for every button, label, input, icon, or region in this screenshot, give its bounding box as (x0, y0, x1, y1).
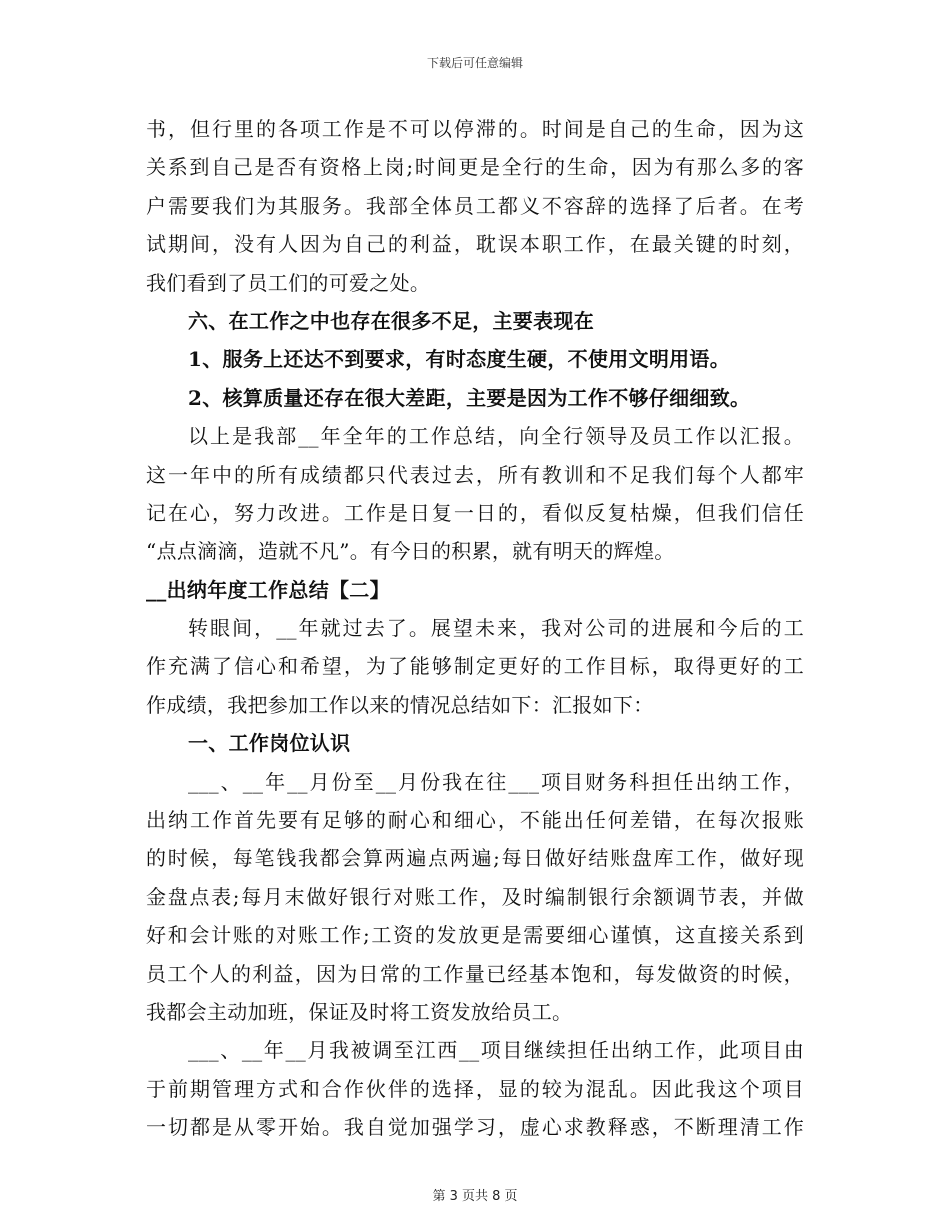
text-line: 2、核算质量还存在很大差距，主要是因为工作不够仔细细致。 (188, 385, 751, 410)
text-line: 试期间，没有人因为自己的利益，耽误本职工作，在最关键的时刻， (146, 232, 804, 257)
section-title: __出纳年度工作总结【二】 (146, 577, 390, 602)
text-line: ___、__年__月份至__月份我在往___项目财务科担任出纳工作， (188, 769, 804, 794)
text-line: 于前期管理方式和合作伙伴的选择，显的较为混乱。因此我这个项目 (146, 1076, 804, 1101)
text-line: 六、在工作之中也存在很多不足，主要表现在 (188, 308, 594, 333)
document-body (146, 110, 804, 1147)
text-line: 一、工作岗位认识 (188, 731, 351, 756)
page-header: 下载后可任意编辑 (426, 56, 523, 70)
text-line: “点点滴滴，造就不凡”。有今日的积累，就有明天的辉煌。 (146, 539, 675, 564)
text-line: 的时候，每笔钱我都会算两遍点两遍;每日做好结账盘库工作，做好现 (146, 846, 804, 871)
text-line: 我们看到了员工们的可爱之处。 (146, 270, 431, 295)
text-line: 出纳工作首先要有足够的耐心和细心，不能出任何差错，在每次报账 (146, 808, 804, 833)
text-line: 书，但行里的各项工作是不可以停滞的。时间是自己的生命，因为这 (146, 117, 804, 141)
text-line: 金盘点表;每月末做好银行对账工作，及时编制银行余额调节表，并做 (146, 884, 804, 909)
text-line: 一切都是从零开始。我自觉加强学习，虚心求教释惑，不断理清工作 (146, 1115, 804, 1140)
text-line: 好和会计账的对账工作;工资的发放更是需要细心谨慎，这直接关系到 (146, 923, 804, 948)
text-line: 作成绩，我把参加工作以来的情况总结如下：汇报如下： (146, 692, 654, 717)
text-line: 转眼间，__年就过去了。展望未来，我对公司的进展和今后的工 (188, 616, 804, 641)
text-line: 1、服务上还达不到要求，有时态度生硬，不使用文明用语。 (188, 347, 731, 372)
text-line: 户需要我们为其服务。我部全体员工都义不容辞的选择了后者。在考 (146, 193, 804, 218)
text-line: 我都会主动加班，保证及时将工资发放给员工。 (146, 999, 573, 1024)
text-line: 员工个人的利益，因为日常的工作量已经基本饱和，每发做资的时候， (146, 961, 804, 986)
text-line: 作充满了信心和希望，为了能够制定更好的工作目标，取得更好的工 (146, 654, 804, 679)
page-footer: 第 3 页共 8 页 (432, 1189, 518, 1204)
text-line: ___、__年__月我被调至江西__项目继续担任出纳工作，此项目由 (188, 1038, 804, 1063)
text-line: 以上是我部__年全年的工作总结，向全行领导及员工作以汇报。 (188, 424, 804, 449)
text-line: 记在心，努力改进。工作是日复一日的，看似反复枯燥，但我们信任 (146, 500, 804, 525)
text-line: 这一年中的所有成绩都只代表过去，所有教训和不足我们每个人都牢 (146, 462, 804, 487)
text-line: 关系到自己是否有资格上岗;时间更是全行的生命，因为有那么多的客 (146, 155, 804, 180)
